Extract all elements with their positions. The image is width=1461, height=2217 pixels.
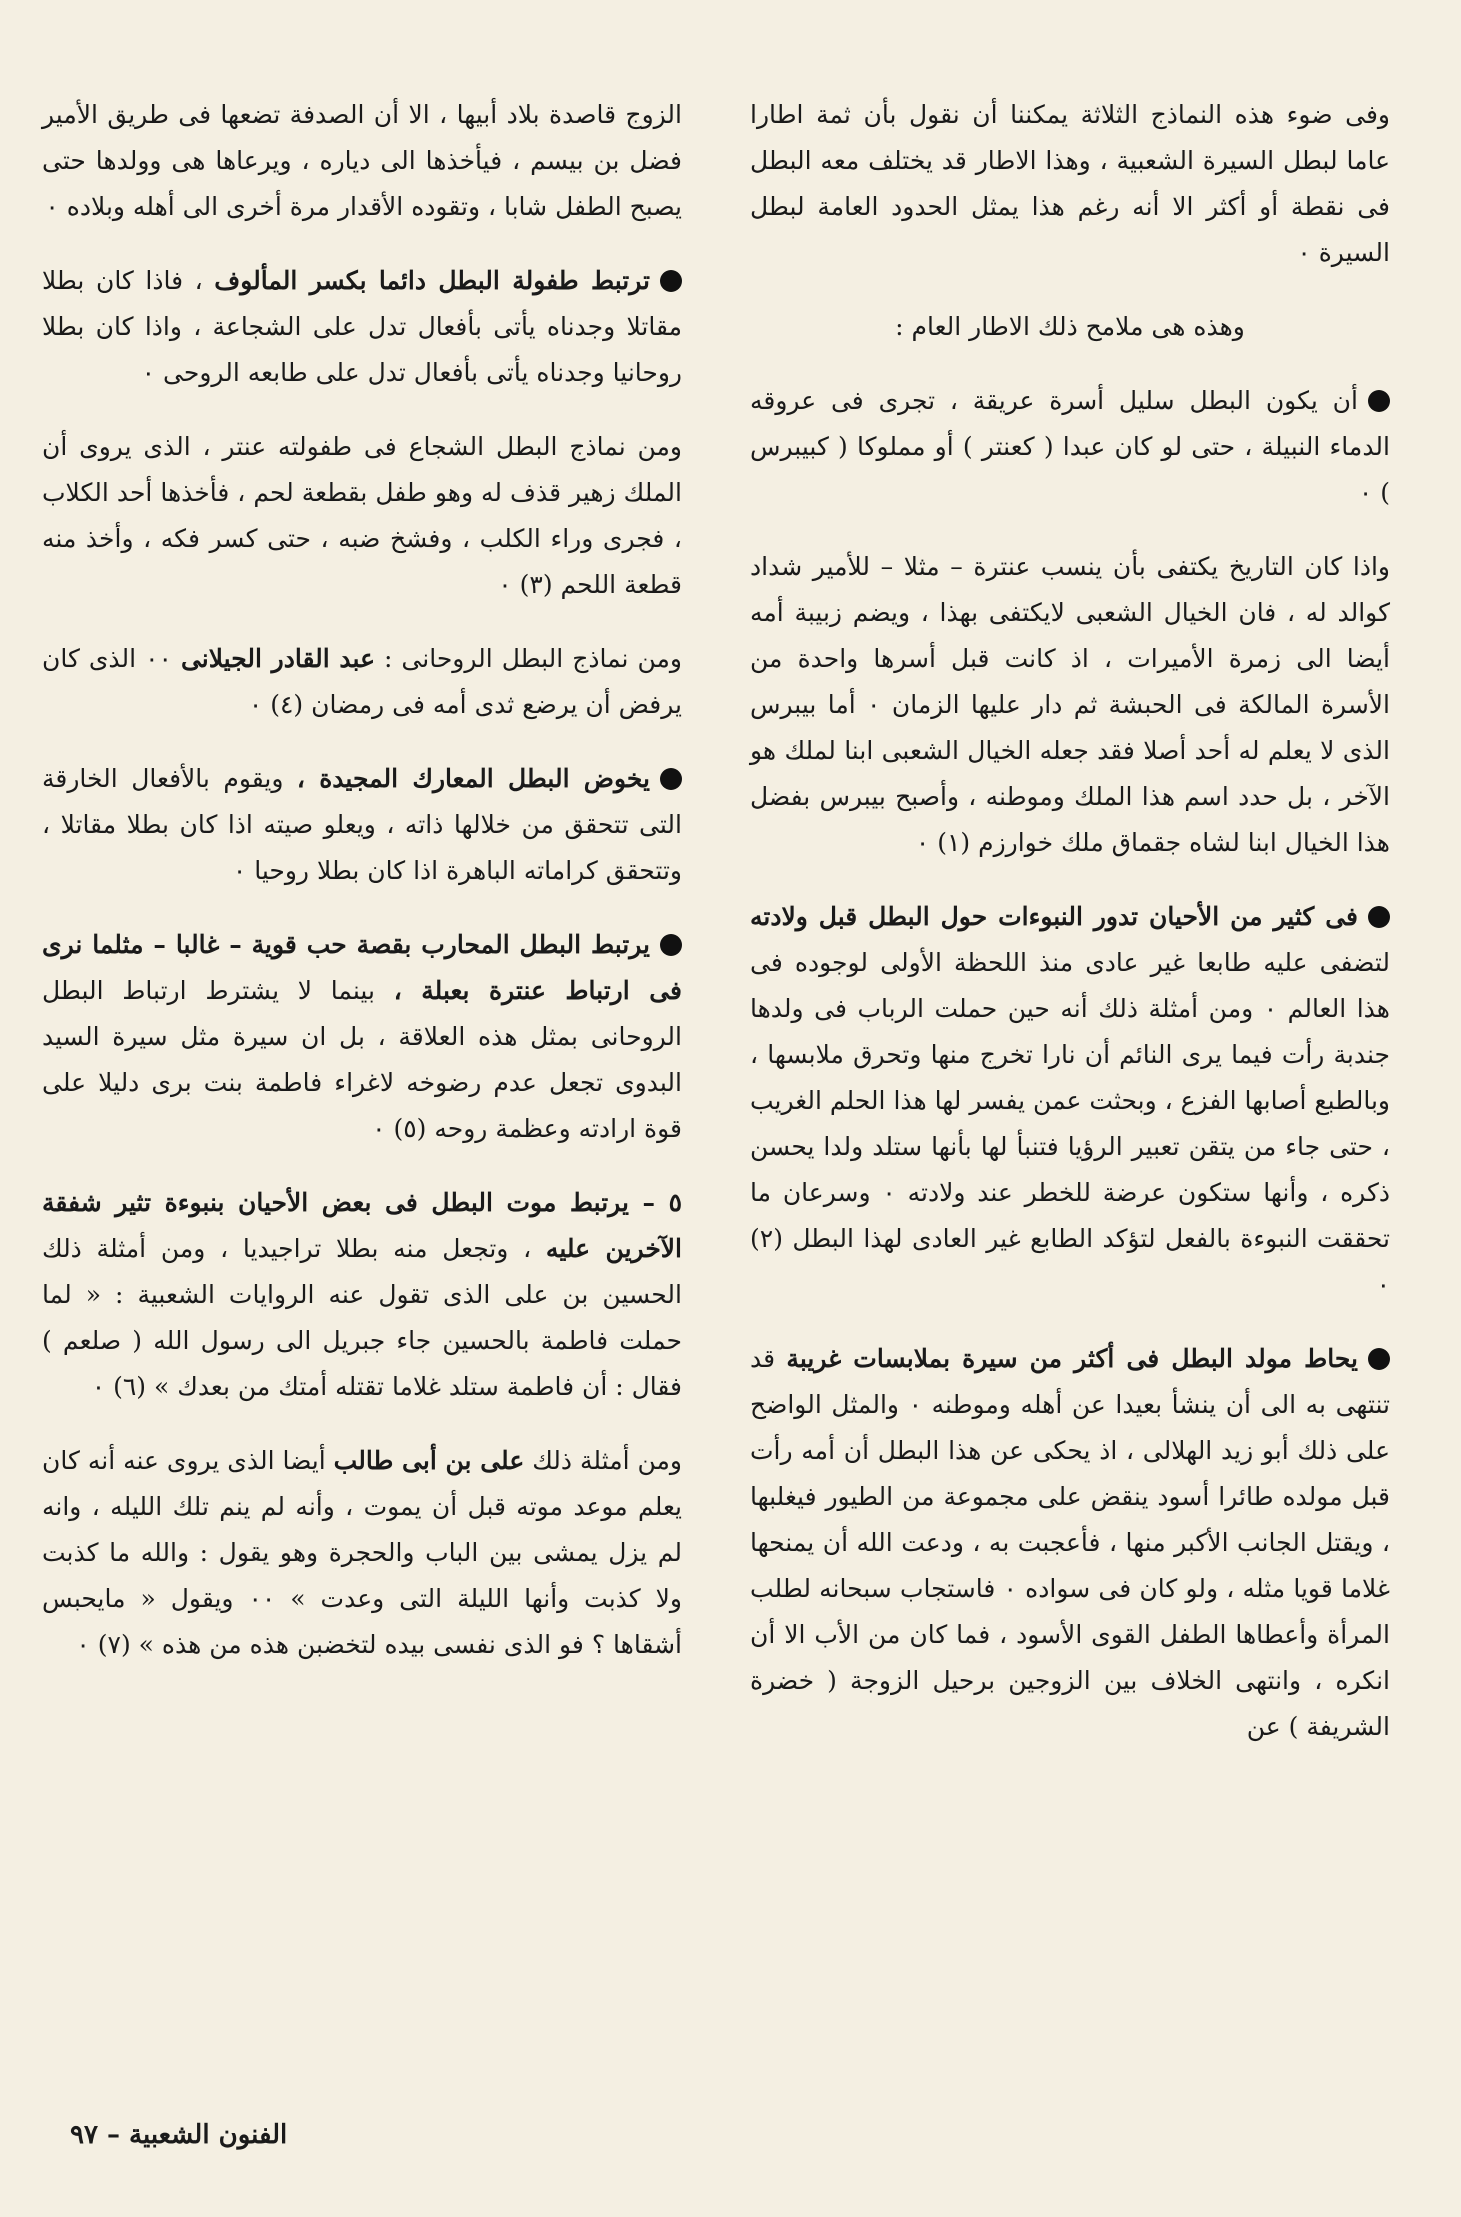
bullet-strange-birth [750, 1336, 1390, 1750]
bullet-battles [42, 756, 682, 894]
gilani-paragraph: ومن نماذج البطل الروحانى : عبد القادر الجيلانى ٠٠ الذى كان يرفض أن يرضع ثدى أمه فى رمضان (٤) ٠ [42, 644, 682, 719]
bullet-prophecies [750, 894, 1390, 1308]
page-footer: الفنون الشعبية – ٩٧ [70, 2120, 288, 2150]
bullet-text: ويقوم بالأفعال الخارقة التى تتحقق من خلالها ذاته ، ويعلو صيته اذا كان بطلا مقاتلا ، وتتحقق كراماته الباهرة اذا كان بطلا روحيا ٠ [42, 764, 682, 885]
intro-paragraph: وفى ضوء هذه النماذج الثلاثة يمكننا أن نقول بأن ثمة اطارا عاما لبطل السيرة الشعبية ، وهذا الاطار قد يختلف معه البطل فى نقطة أو أكثر الا أنه رغم هذا يمثل الحدود العامة لبطل السيرة ٠ [750, 100, 1390, 267]
left-column [42, 92, 682, 1696]
bullet-dot-icon [1368, 906, 1390, 928]
continuation-paragraph: الزوج قاصدة بلاد أبيها ، الا أن الصدفة تضعها فى طريق الأمير فضل بن بيسم ، فيأخذها الى دياره ، ويرعاها هى وولدها حتى يصبح الطفل شابا ، وتقوده الأقدار مرة أخرى الى أهله وبلاده ٠ [42, 100, 682, 221]
bullet-text: ، فاذا كان بطلا مقاتلا وجدناه يأتى بأفعال تدل على الشجاعة ، واذا كان بطلا روحانيا وجدناه يأتى بأفعال تدل على طابعه الروحى ٠ [42, 266, 682, 387]
framework-heading: وهذه هى ملامح ذلك الاطار العام : [895, 312, 1245, 341]
gilani-name: عبد القادر الجيلانى [180, 644, 376, 673]
lineage-paragraph: واذا كان التاريخ يكتفى بأن ينسب عنترة – مثلا – للأمير شداد كوالد له ، فان الخيال الشعبى لايكتفى بهذا ، ويضم زبيبة أمه أيضا الى زمرة الأميرات ، اذ كانت قبل أسرها واحدة من الأسرة المالكة فى الحبشة ثم دار عليها الزمان ٠ أما بيبرس الذى لا يعلم له أحد أصلا فقد جعله الخيال الشعبى ابنا لملك هو الآخر ، بل حدد اسم هذا الملك وموطنه ، وأصبح بيبرس بفضل هذا الخيال ابنا لشاه جقماق ملك خوارزم (١) ٠ [750, 552, 1390, 857]
bullet-text: لتضفى عليه طابعا غير عادى منذ اللحظة الأولى لوجوده فى هذا العالم ٠ ومن أمثلة ذلك أنه حين حملت الرباب فى ولدها جندبة رأت فيما يرى النائم أن نارا تخرج منها وتحرق ملابسها ، وبالطبع أصابها الفزع ، وبحثت عمن يفسر لها هذا الحلم الغريب ، حتى جاء من يتقن تعبير الرؤيا فتنبأ لها بأنها ستلد ولدا يحسن ذكره ، وأنها ستكون عرضة للخطر عند ولادته ٠ وسرعان ما تحققت النبوءة بالفعل لتؤكد الطابع غير العادى لهذا البطل (٢) ٠ [750, 948, 1391, 1299]
bullet-heading: يرتبط البطل المحارب بقصة حب قوية – غالبا – مثلما نرى فى ارتباط عنترة بعبلة ، [42, 930, 682, 1005]
antar-paragraph: ومن نماذج البطل الشجاع فى طفولته عنتر ، الذى يروى أن الملك زهير قذف له وهو طفل بقطعة لحم ، فأخذها أحد الكلاب ، فجرى وراء الكلب ، وفشخ ضبه ، حتى كسر فكه ، وأخذ منه قطعة اللحم (٣) ٠ [42, 432, 682, 599]
bullet-heading: يخوض البطل المعارك المجيدة ، [296, 764, 650, 793]
bullet-dot-icon [1368, 390, 1390, 412]
bullet-dot-icon [660, 768, 682, 790]
bullet-text: بينما لا يشترط ارتباط البطل الروحانى بمثل هذه العلاقة ، بل ان سيرة مثل سيرة السيد البدوى تجعل عدم رضوخه لاغراء فاطمة بنت برى دليلا على قوة ارادته وعظمة روحه (٥) ٠ [42, 976, 682, 1143]
bullet-love-story [42, 922, 682, 1152]
bullet-text: أن يكون البطل سليل أسرة عريقة ، تجرى فى عروقه الدماء النبيلة ، حتى لو كان عبدا ( كعنتر ) أو مملوكا ( كبيبرس ) ٠ [750, 386, 1390, 507]
bullet-childhood [42, 258, 682, 396]
death-prophecy-paragraph: ٥ – يرتبط موت البطل فى بعض الأحيان بنبوءة تثير شفقة الآخرين عليه ، وتجعل منه بطلا تراجيديا ، ومن أمثلة ذلك الحسين بن على الذى تقول عنه الروايات الشعبية : « لما حملت فاطمة بالحسين جاء جبريل الى رسول الله ( صلعم ) فقال : أن فاطمة ستلد غلاما تقتله أمتك من بعدك » (٦) ٠ [42, 1188, 682, 1401]
bullet-dot-icon [1368, 1348, 1390, 1370]
bullet-heading: ترتبط طفولة البطل دائما بكسر المألوف [214, 266, 651, 295]
numbered-heading: ٥ – يرتبط موت البطل فى بعض الأحيان بنبوءة تثير شفقة الآخرين عليه [42, 1188, 682, 1263]
ali-paragraph: ومن أمثلة ذلك على بن أبى طالب أيضا الذى يروى عنه أنه كان يعلم موعد موته قبل أن يموت ، وأنه لم ينم تلك الليله ، وانه لم يزل يمشى بين الباب والحجرة وهو يقول : والله ما كذبت ولا كذبت وأنها الليلة التى وعدت » ٠٠ ويقول « مايحبس أشقاها ؟ فو الذى نفسى بيده لتخضبن هذه من هذه » (٧) ٠ [42, 1446, 682, 1659]
bullet-noble-lineage [750, 378, 1390, 516]
bullet-dot-icon [660, 270, 682, 292]
bullet-heading: يحاط مولد البطل فى أكثر من سيرة بملابسات غريبة [786, 1344, 1358, 1373]
bullet-dot-icon [660, 934, 682, 956]
bullet-heading: فى كثير من الأحيان تدور النبوءات حول البطل قبل ولادته [750, 902, 1358, 931]
right-column [750, 92, 1390, 1778]
ali-name: على بن أبى طالب [333, 1446, 525, 1475]
bullet-text: قد تنتهى به الى أن ينشأ بعيدا عن أهله وموطنه ٠ والمثل الواضح على ذلك أبو زيد الهلالى ، اذ يحكى عن هذا البطل أن أمه رأت قبل مولده طائرا أسود ينقض على مجموعة من الطيور فيغلبها ، ويقتل الجانب الأكبر منها ، فأعجبت به ، ودعت الله أن يمنحها غلاما قويا مثله ، ولو كان فى سواده ٠ فاستجاب سبحانه لطلب المرأة وأعطاها الطفل القوى الأسود ، فما كان من الأب الا أن انكره ، وانتهى الخلاف بين الزوجين برحيل الزوجة ( خضرة الشريفة ) عن [750, 1344, 1391, 1741]
